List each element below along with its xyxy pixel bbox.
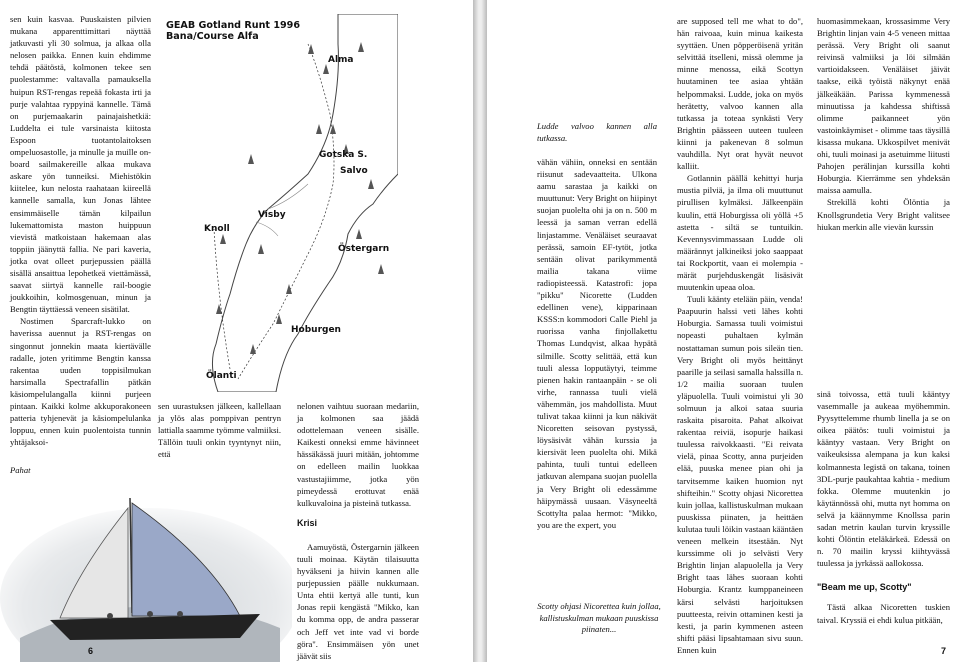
map-subtitle-line: Bana/Course Alfa bbox=[166, 31, 259, 42]
label-knoll: Knoll bbox=[204, 224, 230, 234]
book-gutter bbox=[473, 0, 487, 662]
label-hoburgen: Hoburgen bbox=[291, 325, 341, 335]
right-column-2 bbox=[537, 120, 657, 531]
page-number: 7 bbox=[940, 646, 946, 656]
right-column-4-lower bbox=[817, 388, 950, 626]
photo-caption: Scotty ohjasi Nicorettea kuin jollaa, kallistuskulman mukaan puuskissa piinaten... bbox=[537, 601, 661, 634]
sailboat-image bbox=[0, 488, 292, 662]
paragraph: Tuuli käänty etelään päin, venda! Paapuurin halssi veti lähes kohti Hoburgia. Samassa tuuli voimistui nopeasti puhaltaen kylmän nostattaman sumun pois sileän tien. Very Bright oli myös heittänyt paarille ja seilasi samalla halssilla n. 1/2 mailia suoraan tuulen yläpuolella. Tuuli voimistui yli 30 solmuun ja alkoi sataa suuria raskaita pisaroita. Pahat alkoivat rakentaa reiviä, isopurje haikasi tuulessa raivokkaasti. "Ei reivata vielä, pinaa Scotty, anna purjeiden elää, puuska menee pian ohi ja tarvitsemme kaiken huomion nyt shifteihin." Scotty ohjasi Nicorettea kuin jollaa, kallistuskulman mukaan puuskissa piinaten, ja heittäen kulutaa tuuli löikin vastaan kääntäen veneen melkein itsestään. Nyt kurssimme oli jo selvästi Very Brightin linjan alapuolella ja Very Bright taas lähes suoraan kohti Hoburgia. Krantz kumppaneineen kärsi selvästi harjoituksen puutteesta, reivin ottaminen kesti ja kesti, ja parin kymmenen asteen shifti pääsi lipsahtamaan sivu suun. Ennen kuin bbox=[677, 294, 804, 655]
label-olanti: Ölanti bbox=[206, 371, 237, 381]
right-column-4 bbox=[817, 15, 950, 233]
paragraph: vähän vähiin, onneksi en sentään riisunut sadevaatteita. Ulkona aamu sarastaa ja kaikki on muuttunut: Very Bright on hiipinyt suojan puolelta ohi ja on n. 500 m leessä ja saman verran edellä linjastamme. Venäläiset seuraavat perässä, samoin EF-tytöt, jotka sentään olivat parikymmentä mailia takana viime radiopisteessä. Katastrofi: jopa "pikku" Nicorette (Ludden edellinen vene), kipparinaan KSSS:n kommodori Calle Piehl ja ruorissa vanha finjollakettu Thomas Lundqvist, alkaa hypätä silmille. Scotty selittää, että kun tuuli alessa lopputäytyi, teimme pienen hakin rantaanpäin - se oli virhe, rannassa tuuli vielä vähemmän, jos mahdollista. Muut tulivat takaa kiinni ja kun näkivät Nicoretten seisovan pystyssä, löysäsivät vähän kurssia ja kiersivät leen puolelta ohi. Mikä pahinta, tuuli tuntui edelleen jatkuvan alempana suojan puolella ja Very Bright oli edessämme häipymässä uusaan. Väsyneeltä Scottylta palaa hermot: "Mikko, you are the expert, you bbox=[537, 157, 657, 530]
sailboat-photo bbox=[0, 488, 292, 662]
label-salvo: Salvo bbox=[340, 166, 368, 176]
caption: Pahat bbox=[10, 465, 31, 476]
right-column-1 bbox=[297, 400, 419, 662]
label-visby: Visby bbox=[258, 210, 286, 220]
right-column-3 bbox=[677, 15, 803, 656]
left-column bbox=[10, 13, 151, 476]
map-title bbox=[166, 20, 300, 42]
section-heading: Krisi bbox=[297, 517, 318, 528]
paragraph: sinä toivossa, että tuuli kääntyy vasemmalle ja aukeaa myöhemmin. Pyysyttelemme rhumb linella ja se on oikea päätös: tuuli voimistui ja kääntyy vastaan. Very Bright on vaikeuksissa alempana ja kun kaksi kolmannesta legistä on takana, toinen 3DL-purje paukahtaa kahtia - medium fokka. Olemme muutenkin jo käytännössä ohi, mutta nyt homma on selvä ja käännymme Knollssa parin sadan metrin kaulan turvin kryssille kohti Ölöntin eteläkärkeä. Edessä on n. 70 mailin kryssi kiihtyvässä tuulessa ja jyrkässä aallokossa. bbox=[817, 389, 950, 569]
paragraph: Nostimen Sparcraft-lukko on haverissa auennut ja RST-rengas on singonnut jonnekin maata kiertävälle radalle, joten yritimme Bengtin kanssa rakentaa uuden toppisilmukan harsimalla Spectrafallin pätkän käsiompelulangalla kiinni purjeen pintaan. Kaikki kolme akkuporakoneen patteria tyhjenevät ja käsiompelulanka loppuu, ennen kuin puolentoista tunnin yhtäjaksoi- bbox=[10, 316, 151, 448]
label-alma: Alma bbox=[328, 55, 354, 65]
center-column bbox=[158, 400, 281, 460]
page-number: 6 bbox=[88, 646, 94, 656]
paragraph: Gotlannin päällä kehittyi hurja mustia pilviä, ja ilma oli muuttunut pirullisen kylmäksi. Jälkeenpäin kuulin, että Hoburgissa oli yöllä +5 astetta - siltä se tuntuikin. Kevennysvimmassaan Ludde oli määrännyt jalkineiksi joko saappaat tai Rockportit, vaan ei molempia - märät purjehduskengät lisäsivät muutenkin upeaa oloa. bbox=[677, 173, 803, 293]
paragraph: Aamuyöstä, Östergarnin jälkeen tuuli moinaa. Käytän tilaisuutta hyväkseni ja hiivin kannen alle purjepussien päälle nukkumaan. Unta ehtii kertyä alle tunti, kun Jonas repii kengästä "Mikko, kan du komma opp, de andra passerar och Jeff vet inte vad vi borde göra". Ensimmäisen yön unet jäävät siis bbox=[297, 541, 419, 661]
section-heading: "Beam me up, Scotty" bbox=[817, 582, 912, 593]
route-map-graphic bbox=[158, 14, 398, 392]
paragraph: huomasimmekaan, krossasimme Very Brightin linjan vain 4-5 veneen mittaa perässä. Very Bright oli saanut reivinsä valmiiksi ja löi silmään vartioidakseen. Venäläiset jäivät taakse, eikä työistä näkynyt enää jälkeäkään. Parissa kymmenessä minuutissa ja kahdessa shiftissä olimme paikanneet yön vastoinkäymiset - olimme taas täysillä kisassa mukana. Ukkospilvet menivät ohi, tuuli moinasi ja asetuimme liitusti Pahojen perälinjan kurssilla kohti Hoburgia. Kierrämme sen yhdeksän maissa aamulla. bbox=[817, 16, 950, 196]
label-ostergarn: Östergarn bbox=[338, 244, 390, 254]
paragraph: Strekillä kohti Ölöntia ja Knollsgrundetia Very Bright valitsee hiukan merkin alle vievän kurssin bbox=[817, 197, 950, 232]
paragraph: Tästä alkaa Nicoretten tuskien taival. Kryssiä ei ehdi kulua pitkään, bbox=[817, 602, 950, 625]
paragraph: are supposed tell me what to do", hän raivoaa, kuin minua kaikesta syyttäen. Unen pöpperöisenä yritän selvittää itselleni, missä olemme ja minne menossa, eikä Scottyn huutaminen tee asiaa yhtään helpommaksi. Ludde, joka on myös herätetty, valvoo kannen alla tutkassa ja toteaa synkästi Very Brightin päässeen uuteen tuuleen kiinni ja pakenevan 8 solmun vauhdilla. Nyt orat hyvät neuvot kalliit. bbox=[677, 16, 803, 172]
caption: Ludde valvoo kannen alla tutkassa. bbox=[537, 121, 657, 143]
label-gotska: Gotska S. bbox=[319, 150, 368, 160]
paragraph: sen uurastuksen jälkeen, kallellaan ja ylös alas pomppivan pentryn lattialla saamme työmme valmiiksi. Tällöin tuuli onkin tyyntynyt niin, että bbox=[158, 401, 281, 460]
paragraph: nelonen vaihtuu suoraan medariin, ja kolmonen saa jäädä odottelemaan veneen sisälle. Kaikesti onneksi emme hävinneet hässäkässä juuri mitään, johtomme on edelleen mailin luokkaa vastustajiimme, jotka yön pimeydessä erottuvat enää kulkuvaloina ja pisteinä tutkassa. bbox=[297, 401, 419, 508]
paragraph: sen kuin kasvaa. Puuskaisten pilvien mukana apparenttimittari näyttää jatkuvasti yli 30 solmua, ja alkaa olla nelosen paikka. Ennen kuin ehdimme tehdä päätöstä, kolmonen tekee sen puolestamme: valtavalla pamauksella huipun RST-rengas repeää fokasta irti ja purje valahtaa ryppyinä kannelle. Tämä on purjemaakarin painajaishetkiä: Luddelta ei tule varsinaista kiitosta Espoon tuotantolaitoksen ompeluosastolle, ja minulle ja muille on-board sailmakereille alkaa mukava askare yön tunneiksi. Miehistökin kiitelee, kun nelosta raahataan kiireellä kannelle samalla, kun Jonas lähtee ensimmäiselle tämän kilpailun lukemattomista maston huippuun vievistä matkoistaan hakemaan alas toppiin jäänyttä fallia. Ne pari kaveria, jotka ovat olleet purjepussien päällä sisällä ansaittua lepohetkeä viettämässä, saavat siirtyä kannelle rail-boogie joukkoihin, kolmosgenuan, minun ja Bengtin täyttäessä veneen sisätilat. bbox=[10, 14, 151, 315]
map-title-line: GEAB Gotland Runt 1996 bbox=[166, 20, 301, 31]
race-map bbox=[158, 14, 398, 392]
